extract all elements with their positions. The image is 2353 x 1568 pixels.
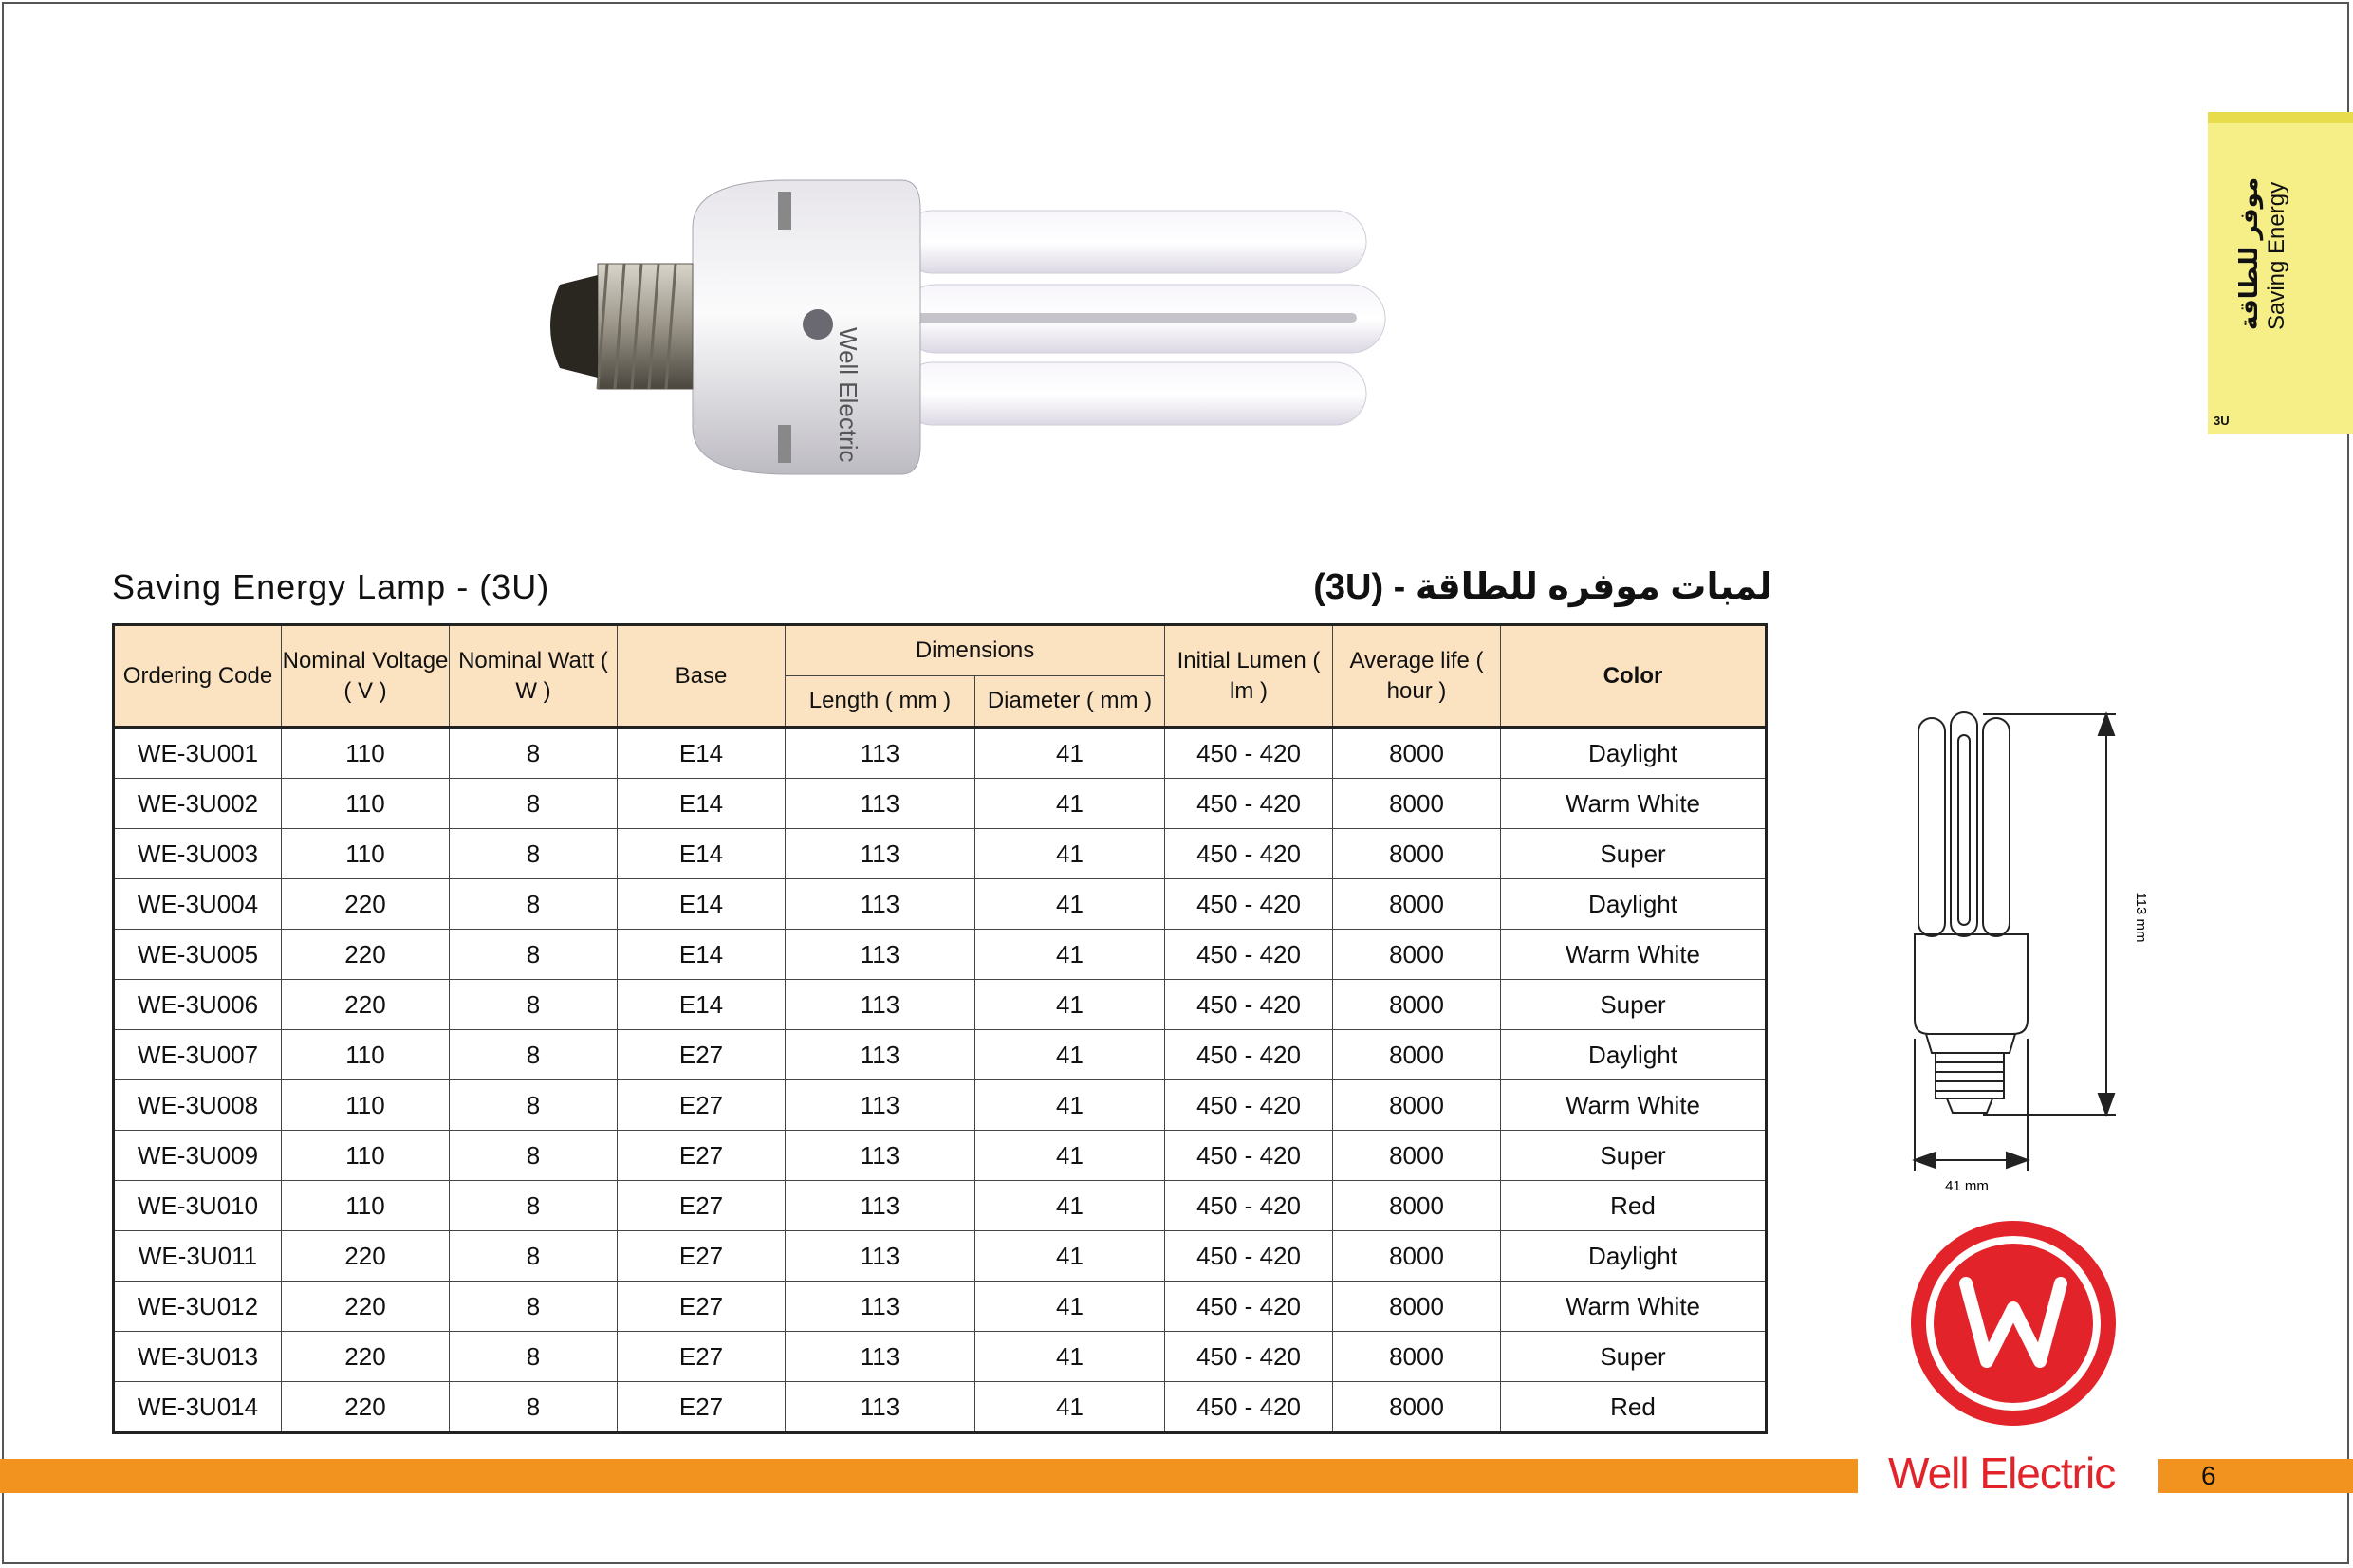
header-dimensions: Dimensions <box>786 625 1165 676</box>
cell-life: 8000 <box>1333 980 1501 1030</box>
cell-color: Daylight <box>1501 728 1767 779</box>
side-tab-label <box>2234 177 2291 330</box>
cell-watt: 8 <box>450 728 618 779</box>
cell-diameter: 41 <box>975 1181 1165 1231</box>
cell-lumen: 450 - 420 <box>1165 1282 1333 1332</box>
cell-length: 113 <box>786 1332 975 1382</box>
header-diameter: Diameter ( mm ) <box>975 676 1165 728</box>
cell-ordering-code: WE-3U004 <box>114 879 282 930</box>
cell-ordering-code: WE-3U002 <box>114 779 282 829</box>
cell-watt: 8 <box>450 980 618 1030</box>
title-arabic: لمبات موفره للطاقة - (3U) <box>1313 567 1772 607</box>
cell-voltage: 220 <box>282 930 450 980</box>
cell-length: 113 <box>786 1131 975 1181</box>
table-row <box>114 779 1767 829</box>
table-row <box>114 829 1767 879</box>
cell-voltage: 110 <box>282 1181 450 1231</box>
header-lumen: Initial Lumen ( lm ) <box>1165 625 1333 728</box>
cell-length: 113 <box>786 779 975 829</box>
table-row <box>114 1282 1767 1332</box>
lamp-screw-base <box>550 264 693 389</box>
cell-lumen: 450 - 420 <box>1165 1382 1333 1433</box>
cell-length: 113 <box>786 980 975 1030</box>
cell-life: 8000 <box>1333 879 1501 930</box>
cell-base: E27 <box>618 1231 786 1282</box>
cell-length: 113 <box>786 728 975 779</box>
cell-diameter: 41 <box>975 1080 1165 1131</box>
well-electric-logo <box>1907 1217 2120 1430</box>
table-row <box>114 1332 1767 1382</box>
cell-life: 8000 <box>1333 1131 1501 1181</box>
cell-voltage: 220 <box>282 1382 450 1433</box>
cell-lumen: 450 - 420 <box>1165 1131 1333 1181</box>
cell-base: E27 <box>618 1181 786 1231</box>
table-row <box>114 980 1767 1030</box>
cell-length: 113 <box>786 1382 975 1433</box>
cell-voltage: 110 <box>282 829 450 879</box>
cell-watt: 8 <box>450 829 618 879</box>
header-base: Base <box>618 625 786 728</box>
cell-life: 8000 <box>1333 1382 1501 1433</box>
footer-bar-left <box>0 1459 1858 1493</box>
cell-color: Warm White <box>1501 779 1767 829</box>
cell-life: 8000 <box>1333 829 1501 879</box>
cell-voltage: 110 <box>282 1030 450 1080</box>
cell-diameter: 41 <box>975 1231 1165 1282</box>
cell-base: E27 <box>618 1131 786 1181</box>
cell-diameter: 41 <box>975 1282 1165 1332</box>
cell-color: Warm White <box>1501 1080 1767 1131</box>
cell-life: 8000 <box>1333 1282 1501 1332</box>
header-color: Color <box>1501 625 1767 728</box>
cell-color: Warm White <box>1501 1282 1767 1332</box>
cell-ordering-code: WE-3U007 <box>114 1030 282 1080</box>
lamp-label-mark <box>778 192 791 230</box>
cell-length: 113 <box>786 1231 975 1282</box>
cell-lumen: 450 - 420 <box>1165 829 1333 879</box>
cell-color: Super <box>1501 829 1767 879</box>
side-tab[interactable] <box>2208 112 2353 434</box>
header-voltage: Nominal Voltage ( V ) <box>282 625 450 728</box>
cell-lumen: 450 - 420 <box>1165 1181 1333 1231</box>
cell-length: 113 <box>786 930 975 980</box>
cell-lumen: 450 - 420 <box>1165 1030 1333 1080</box>
cell-voltage: 220 <box>282 1332 450 1382</box>
cell-voltage: 110 <box>282 1080 450 1131</box>
cell-length: 113 <box>786 1030 975 1080</box>
cell-length: 113 <box>786 829 975 879</box>
cell-life: 8000 <box>1333 1231 1501 1282</box>
cell-ordering-code: WE-3U009 <box>114 1131 282 1181</box>
cell-length: 113 <box>786 879 975 930</box>
cell-watt: 8 <box>450 1332 618 1382</box>
cell-lumen: 450 - 420 <box>1165 879 1333 930</box>
cell-length: 113 <box>786 1080 975 1131</box>
diagram-width-dimension <box>1915 1039 2028 1171</box>
table-row <box>114 1131 1767 1181</box>
cell-base: E27 <box>618 1332 786 1382</box>
cell-color: Daylight <box>1501 879 1767 930</box>
cell-voltage: 220 <box>282 879 450 930</box>
cell-base: E27 <box>618 1030 786 1080</box>
table-row <box>114 728 1767 779</box>
cell-watt: 8 <box>450 1030 618 1080</box>
cell-color: Super <box>1501 980 1767 1030</box>
cell-base: E27 <box>618 1282 786 1332</box>
cell-base: E14 <box>618 829 786 879</box>
cell-diameter: 41 <box>975 1332 1165 1382</box>
cell-diameter: 41 <box>975 1382 1165 1433</box>
cell-ordering-code: WE-3U005 <box>114 930 282 980</box>
cell-voltage: 110 <box>282 779 450 829</box>
footer-brand: Well Electric <box>1888 1448 2116 1498</box>
cell-ordering-code: WE-3U014 <box>114 1382 282 1433</box>
spec-table <box>112 623 1768 1434</box>
cell-voltage: 110 <box>282 728 450 779</box>
cell-diameter: 41 <box>975 879 1165 930</box>
cell-ordering-code: WE-3U010 <box>114 1181 282 1231</box>
lamp-logo-icon <box>803 309 833 340</box>
cell-color: Daylight <box>1501 1030 1767 1080</box>
cell-watt: 8 <box>450 1181 618 1231</box>
cell-base: E14 <box>618 980 786 1030</box>
cell-length: 113 <box>786 1181 975 1231</box>
side-tab-arabic: موفر للطاقة <box>2234 176 2263 330</box>
cell-diameter: 41 <box>975 930 1165 980</box>
side-tab-stripe <box>2208 112 2353 123</box>
side-tab-code: 3U <box>2214 414 2230 428</box>
diagram-height-label: 113 mm <box>2133 892 2149 943</box>
cell-ordering-code: WE-3U008 <box>114 1080 282 1131</box>
cell-lumen: 450 - 420 <box>1165 930 1333 980</box>
cell-watt: 8 <box>450 1382 618 1433</box>
cell-base: E14 <box>618 728 786 779</box>
cell-voltage: 110 <box>282 1131 450 1181</box>
lamp-tubes <box>901 211 1385 425</box>
cell-base: E14 <box>618 879 786 930</box>
cell-watt: 8 <box>450 1282 618 1332</box>
table-row <box>114 1080 1767 1131</box>
cell-lumen: 450 - 420 <box>1165 728 1333 779</box>
header-life: Average life ( hour ) <box>1333 625 1501 728</box>
cell-lumen: 450 - 420 <box>1165 1332 1333 1382</box>
footer-bar-right <box>2158 1459 2353 1493</box>
cell-diameter: 41 <box>975 779 1165 829</box>
cell-ordering-code: WE-3U006 <box>114 980 282 1030</box>
cell-lumen: 450 - 420 <box>1165 1231 1333 1282</box>
cell-lumen: 450 - 420 <box>1165 980 1333 1030</box>
cell-color: Super <box>1501 1332 1767 1382</box>
cell-ordering-code: WE-3U012 <box>114 1282 282 1332</box>
cell-life: 8000 <box>1333 779 1501 829</box>
table-row <box>114 930 1767 980</box>
cell-watt: 8 <box>450 1131 618 1181</box>
cell-voltage: 220 <box>282 1282 450 1332</box>
table-body <box>114 728 1767 1433</box>
table-row <box>114 1030 1767 1080</box>
cell-life: 8000 <box>1333 1080 1501 1131</box>
table-row <box>114 1231 1767 1282</box>
title-english: Saving Energy Lamp - (3U) <box>112 567 550 606</box>
cell-diameter: 41 <box>975 1131 1165 1181</box>
cell-color: Daylight <box>1501 1231 1767 1282</box>
table-row <box>114 1382 1767 1433</box>
cell-ordering-code: WE-3U001 <box>114 728 282 779</box>
cell-color: Warm White <box>1501 930 1767 980</box>
cell-length: 113 <box>786 1282 975 1332</box>
cell-watt: 8 <box>450 1231 618 1282</box>
lamp-label-mark <box>778 425 791 463</box>
table-row <box>114 879 1767 930</box>
cell-color: Super <box>1501 1131 1767 1181</box>
cell-lumen: 450 - 420 <box>1165 1080 1333 1131</box>
dimension-diagram <box>1898 707 2163 1200</box>
cell-base: E14 <box>618 779 786 829</box>
cell-diameter: 41 <box>975 829 1165 879</box>
header-length: Length ( mm ) <box>786 676 975 728</box>
lamp-brand-text: Well Electric <box>834 327 862 463</box>
table-row <box>114 1181 1767 1231</box>
cell-ordering-code: WE-3U003 <box>114 829 282 879</box>
cell-life: 8000 <box>1333 1181 1501 1231</box>
cell-life: 8000 <box>1333 728 1501 779</box>
diagram-lamp-outline <box>1915 712 2028 1113</box>
cell-base: E27 <box>618 1382 786 1433</box>
page-number: 6 <box>2201 1461 2216 1490</box>
cell-color: Red <box>1501 1181 1767 1231</box>
header-ordering-code: Ordering Code <box>114 625 282 728</box>
cell-base: E27 <box>618 1080 786 1131</box>
header-watt: Nominal Watt ( W ) <box>450 625 618 728</box>
cell-voltage: 220 <box>282 980 450 1030</box>
cell-diameter: 41 <box>975 728 1165 779</box>
cell-lumen: 450 - 420 <box>1165 779 1333 829</box>
cell-watt: 8 <box>450 779 618 829</box>
lamp-photo <box>484 152 1471 503</box>
cell-base: E14 <box>618 930 786 980</box>
diagram-width-label: 41 mm <box>1945 1178 1989 1194</box>
cell-color: Red <box>1501 1382 1767 1433</box>
cell-voltage: 220 <box>282 1231 450 1282</box>
cell-watt: 8 <box>450 879 618 930</box>
cell-diameter: 41 <box>975 980 1165 1030</box>
cell-watt: 8 <box>450 930 618 980</box>
cell-life: 8000 <box>1333 1030 1501 1080</box>
side-tab-english: Saving Energy <box>2264 181 2289 330</box>
cell-diameter: 41 <box>975 1030 1165 1080</box>
cell-life: 8000 <box>1333 930 1501 980</box>
cell-life: 8000 <box>1333 1332 1501 1382</box>
cell-watt: 8 <box>450 1080 618 1131</box>
cell-ordering-code: WE-3U011 <box>114 1231 282 1282</box>
cell-ordering-code: WE-3U013 <box>114 1332 282 1382</box>
